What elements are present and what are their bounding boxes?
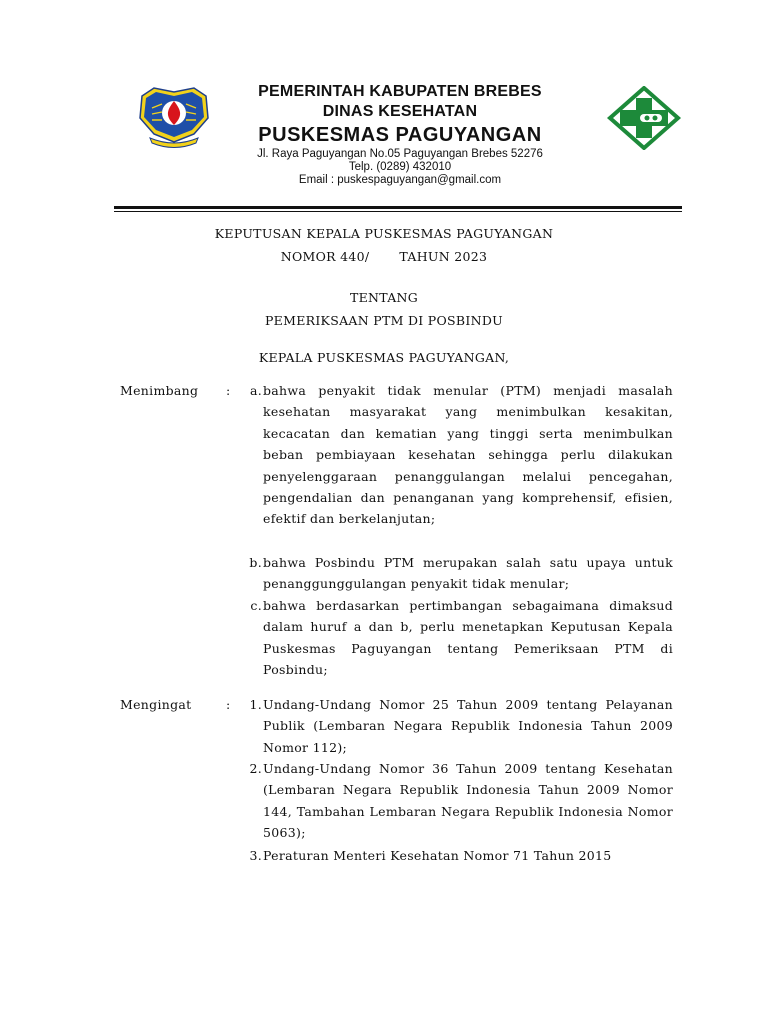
government-name: PEMERINTAH KABUPATEN BREBES — [258, 83, 542, 100]
decree-number-line — [114, 249, 654, 264]
mengingat-marker-1: 1. — [249, 697, 262, 712]
header-divider-thin — [114, 211, 682, 212]
letterhead — [0, 0, 768, 200]
header-divider-thick — [114, 206, 682, 209]
menimbang-label: Menimbang — [120, 383, 199, 398]
department-name: DINAS KESEHATAN — [322, 103, 478, 120]
address-text: Jl. Raya Paguyangan No.05 Paguyangan Brebes 52276 — [257, 148, 543, 160]
official-title: KEPALA PUSKESMAS PAGUYANGAN, — [258, 350, 510, 365]
menimbang-item-a: bahwa penyakit tidak menular (PTM) menjadi masalah kesehatan masyarakat yang menimbulkan kesakitan, kecacatan dan kematian yang tinggi serta menimbulkan beban pembiayaan kesehatan sehingga perlu dilakukan penyelenggaraan penanggulangan melalui pencegahan, pengendalian dan penanganan yang komprehensif, efisien, efektif dan berkelanjutan; — [263, 383, 673, 527]
menimbang-marker-a: a. — [249, 383, 262, 398]
decree-number: NOMOR 440/ — [280, 249, 370, 264]
letterhead-text — [214, 82, 586, 187]
mengingat-item-3: Peraturan Menteri Kesehatan Nomor 71 Tahun 2015 — [263, 848, 612, 863]
decree-subject: PEMERIKSAAN PTM DI POSBINDU — [264, 313, 504, 328]
mengingat-item-2: Undang-Undang Nomor 36 Tahun 2009 tentang Kesehatan (Lembaran Negara Republik Indonesia Tahun 2009 Nomor 144, Tambahan Lembaran Negara Republik Indonesia Nomor 5063); — [263, 761, 673, 841]
tentang-heading: TENTANG — [349, 290, 419, 305]
puskesmas-logo — [606, 86, 682, 150]
decree-title: KEPUTUSAN KEPALA PUSKESMAS PAGUYANGAN — [214, 226, 554, 241]
brebes-emblem-logo — [134, 82, 214, 148]
decree-year: TAHUN 2023 — [399, 249, 488, 264]
menimbang-marker-c: c. — [250, 598, 262, 613]
puskesmas-name: PUSKESMAS PAGUYANGAN — [258, 124, 542, 146]
mengingat-colon: : — [226, 697, 231, 712]
menimbang-colon: : — [226, 383, 231, 398]
phone-text: Telp. (0289) 432010 — [348, 161, 452, 173]
mengingat-marker-2: 2. — [249, 761, 262, 776]
menimbang-item-c: bahwa berdasarkan pertimbangan sebagaimana dimaksud dalam huruf a dan b, perlu menetapkan Keputusan Kepala Puskesmas Paguyangan tentang Pemeriksaan PTM di Posbindu; — [263, 598, 673, 678]
mengingat-label: Mengingat — [120, 697, 192, 712]
menimbang-marker-b: b. — [249, 555, 262, 570]
mengingat-marker-3: 3. — [249, 848, 262, 863]
email-text: Email : puskespaguyangan@gmail.com — [298, 174, 502, 186]
menimbang-item-b: bahwa Posbindu PTM merupakan salah satu upaya untuk penanggunggulangan penyakit tidak menular; — [263, 555, 673, 592]
mengingat-item-1: Undang-Undang Nomor 25 Tahun 2009 tentang Pelayanan Publik (Lembaran Negara Republik Indonesia Tahun 2009 Nomor 112); — [263, 697, 673, 755]
